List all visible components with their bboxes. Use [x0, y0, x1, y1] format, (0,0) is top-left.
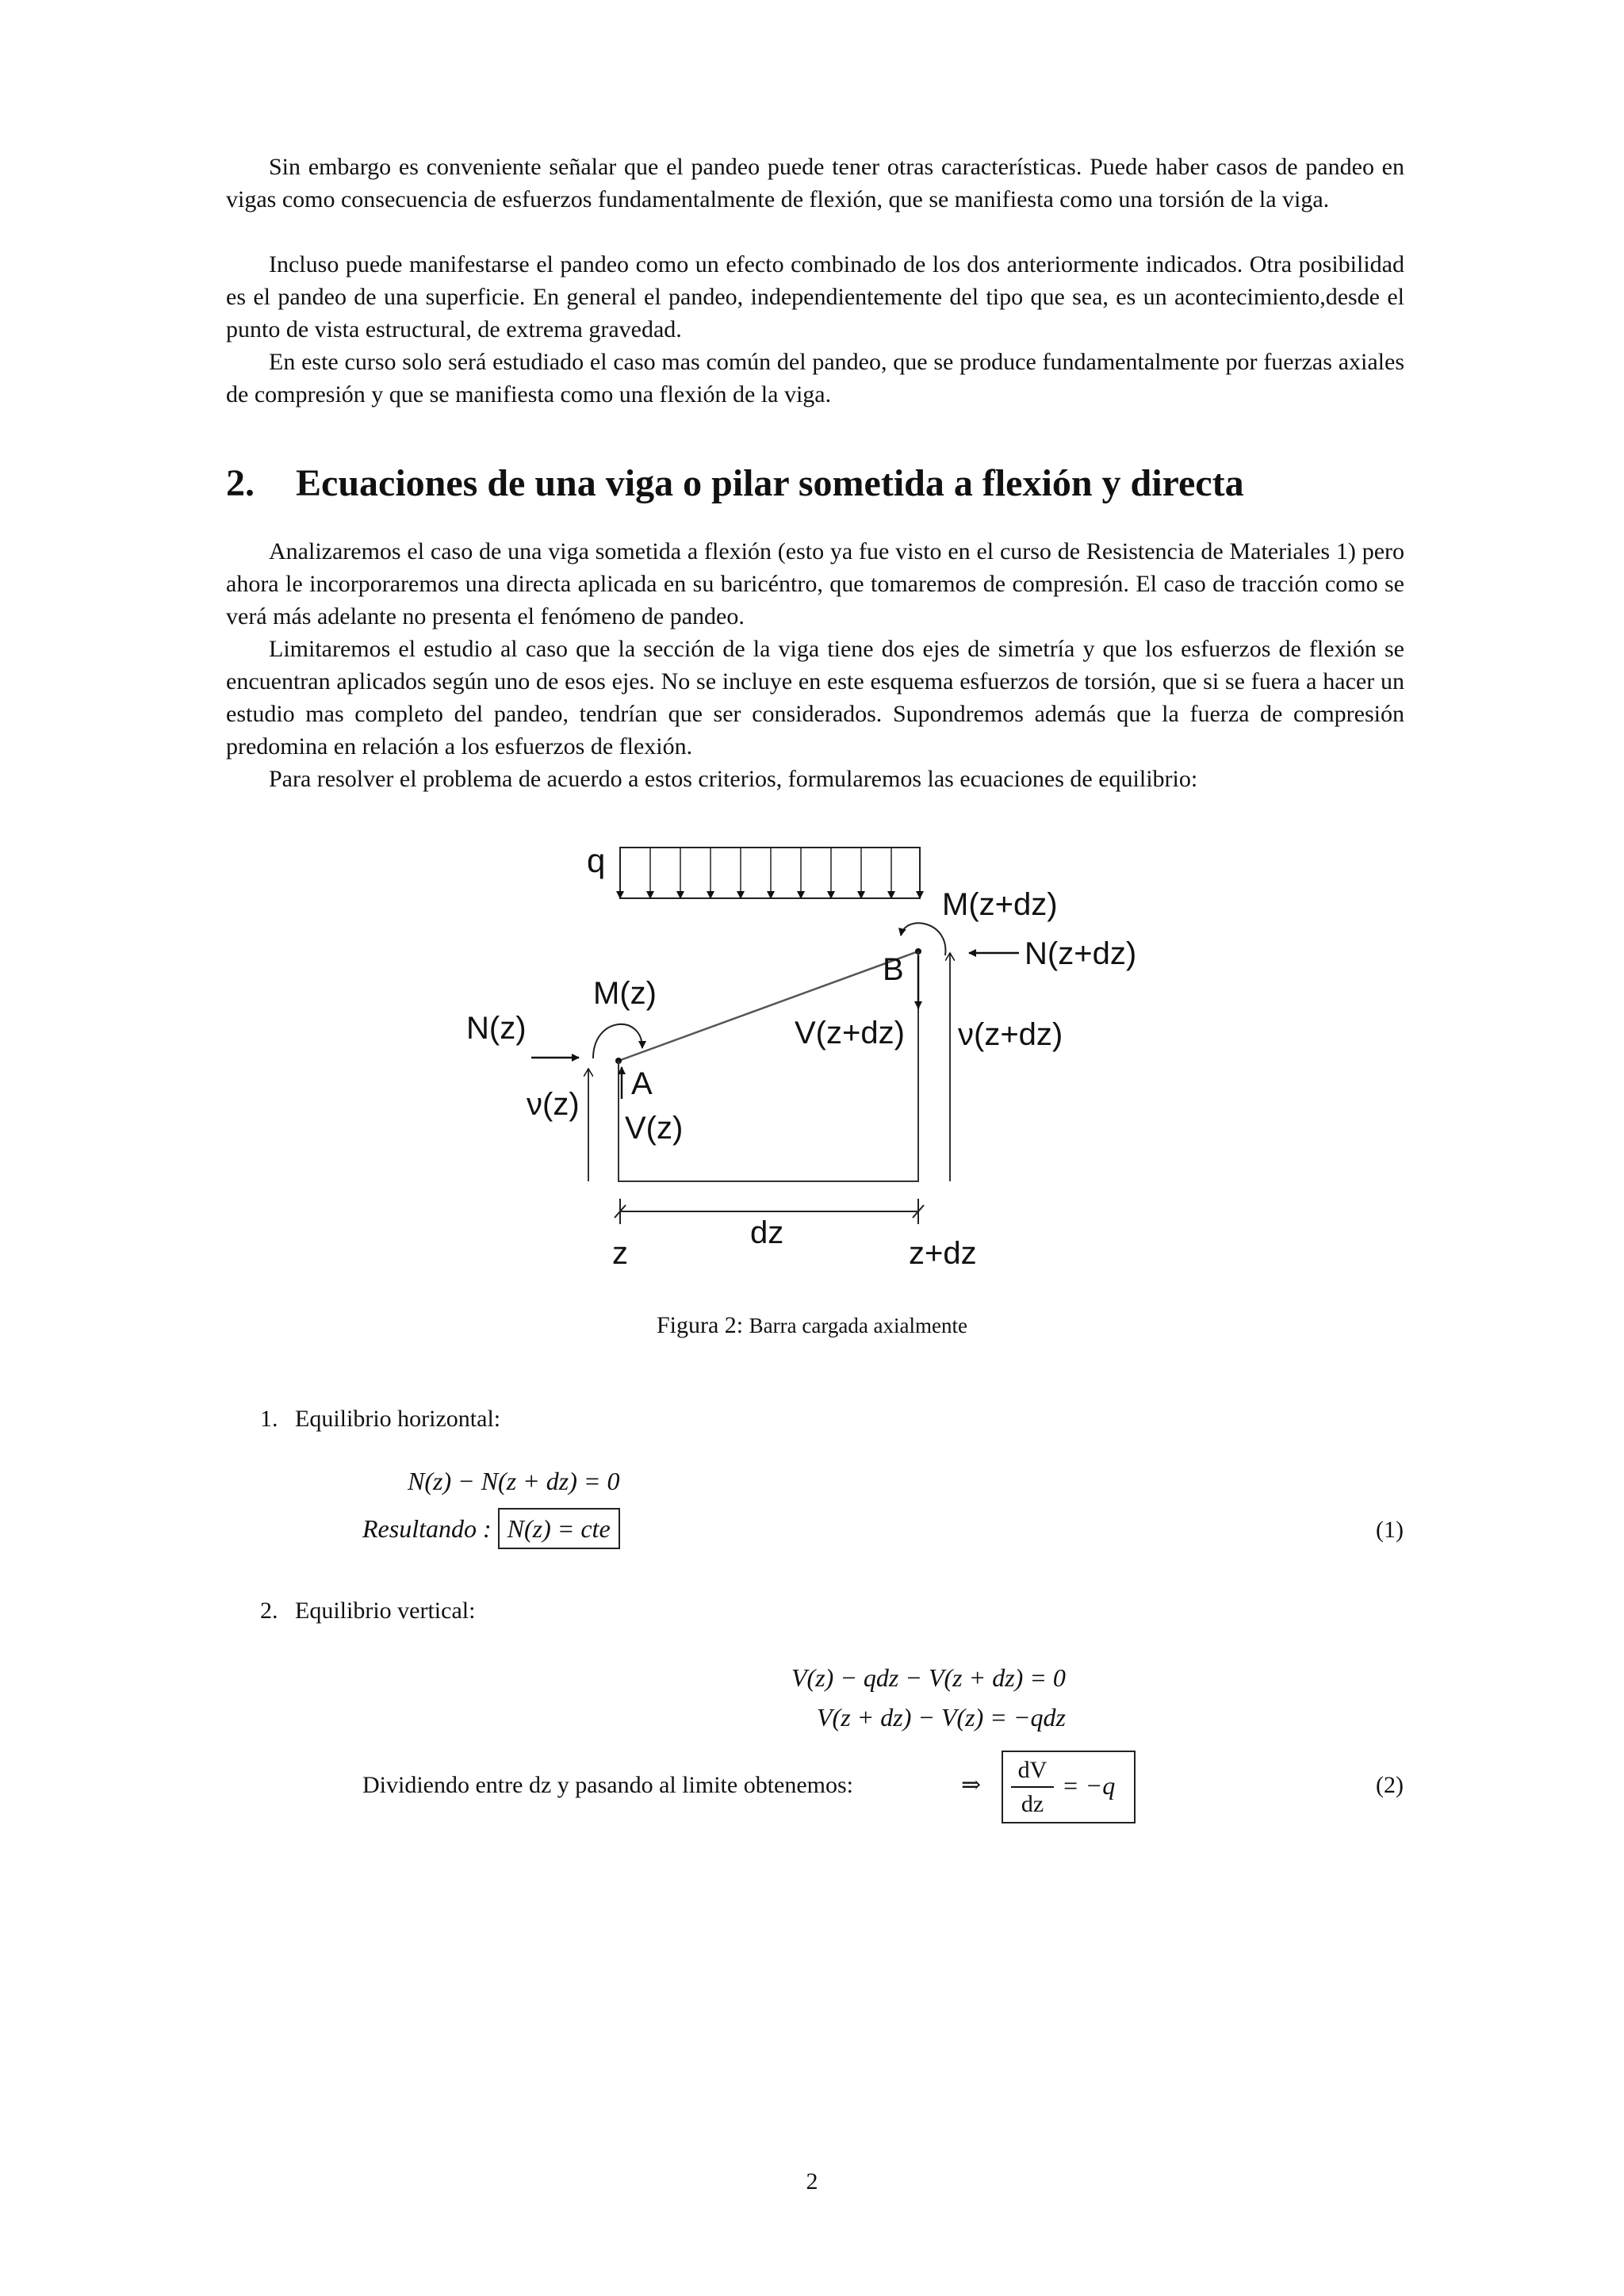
fraction-numerator: dV	[1017, 1757, 1048, 1783]
equation-horizontal-line1: N(z) − N(z + dz) = 0	[408, 1467, 620, 1495]
moment-m-z-arrow	[593, 1024, 642, 1058]
section-heading	[226, 460, 1244, 507]
equation-boxed-derivative	[1002, 1751, 1136, 1823]
label-n-z: N(z)	[466, 1011, 527, 1046]
equation-vertical-line1: V(z) − qdz − V(z + dz) = 0	[791, 1663, 1066, 1692]
label-v-z: V(z)	[625, 1111, 684, 1146]
label-m-z: M(z)	[593, 976, 657, 1011]
equation-number-1: (1)	[1376, 1517, 1404, 1543]
fraction-denominator: dz	[1021, 1791, 1044, 1817]
label-dz: dz	[750, 1215, 784, 1250]
reference-frame	[619, 951, 918, 1181]
paragraph-analysis: Analizaremos el caso de una viga sometida a flexión (esto ya fue visto en el curso de Resistencia de Materiales 1) pero ahora le incorporaremos una directa aplicada en su baricéntro, que tomaremos de compresión. El caso de tracción como se verá más adelante no presenta el fenómeno de pandeo.	[226, 538, 1404, 629]
section-number: 2.	[226, 462, 255, 504]
paragraph-equilibrium-intro: Para resolver el problema de acuerdo a estos criterios, formularemos las ecuaciones de equilibrio:	[269, 766, 1198, 792]
equation-boxed-result: N(z) = cte	[498, 1508, 620, 1549]
derivative-fraction	[1011, 1755, 1054, 1820]
label-b: B	[883, 952, 904, 987]
label-q: q	[587, 842, 606, 879]
paragraph-combined-buckling: Incluso puede manifestarse el pandeo como un efecto combinado de los dos anteriormente indicados. Otra posibilidad es el pandeo de una superficie. En general el pandeo, independientemente del tipo que sea, es un acontecimiento,desde el punto de vista estructural, de extrema gravedad.	[226, 251, 1404, 342]
paragraph-course-scope: En este curso solo será estudiado el caso mas común del pandeo, que se produce fundamentalmente por fuerzas axiales de compresión y que se manifiesta como una flexión de la viga.	[226, 349, 1404, 408]
distributed-load-q	[620, 848, 920, 898]
equation-vertical-line2: V(z + dz) − V(z) = −qdz	[817, 1703, 1066, 1732]
fraction-rhs: = −q	[1062, 1771, 1116, 1800]
label-v-zdz: V(z+dz)	[795, 1016, 905, 1050]
moment-m-zdz-arrow	[901, 923, 945, 955]
list-item-label: Equilibrio vertical:	[295, 1598, 476, 1624]
implies-symbol: ⇒	[961, 1772, 982, 1798]
figure-caption	[0, 1310, 1624, 1341]
label-a: A	[631, 1066, 653, 1101]
fraction-bar	[1011, 1786, 1054, 1788]
caption-prefix: Figura 2:	[656, 1312, 744, 1338]
caption-text: Barra cargada axialmente	[749, 1314, 967, 1337]
page-number: 2	[806, 2168, 818, 2195]
list-marker: 1.	[260, 1406, 278, 1432]
label-z-dz: z+dz	[909, 1236, 977, 1271]
list-item-label: Equilibrio horizontal:	[295, 1406, 501, 1432]
label-n-zdz: N(z+dz)	[1025, 936, 1137, 971]
label-nu-zdz: ν(z+dz)	[958, 1017, 1063, 1052]
list-item-horizontal	[260, 1403, 500, 1435]
equation-horizontal-result	[362, 1508, 620, 1549]
label-m-zdz: M(z+dz)	[942, 887, 1058, 922]
equation-result-label: Resultando :	[362, 1514, 492, 1543]
label-z: z	[612, 1236, 628, 1271]
paragraph-limits: Limitaremos el estudio al caso que la sección de la viga tiene dos ejes de simetría y que los esfuerzos de flexión se encuentran aplicados según uno de esos ejes. No se incluye en este esquema esfuerzos de torsión, que si se fuera a hacer un estudio mas completo del pandeo, tendrían que ser considerados. Supondremos además que la fuerza de compresión predomina en relación a los esfuerzos de flexión.	[226, 636, 1404, 760]
section-title: Ecuaciones de una viga o pilar sometida a flexión y directa	[296, 462, 1244, 504]
equation-number-2: (2)	[1376, 1772, 1404, 1798]
list-item-vertical	[260, 1595, 475, 1627]
paragraph-buckling-types: Sin embargo es conveniente señalar que el pandeo puede tener otras características. Puede haber casos de pandeo en vigas como consecuencia de esfuerzos fundamentalmente de flexión, que se manifiesta como una torsión de la viga.	[226, 154, 1404, 212]
beam-free-body-diagram	[452, 832, 1166, 1284]
equation-vertical-text: Dividiendo entre dz y pasando al limite obtenemos:	[362, 1772, 854, 1798]
list-marker: 2.	[260, 1598, 278, 1624]
label-nu-z: ν(z)	[527, 1087, 580, 1122]
